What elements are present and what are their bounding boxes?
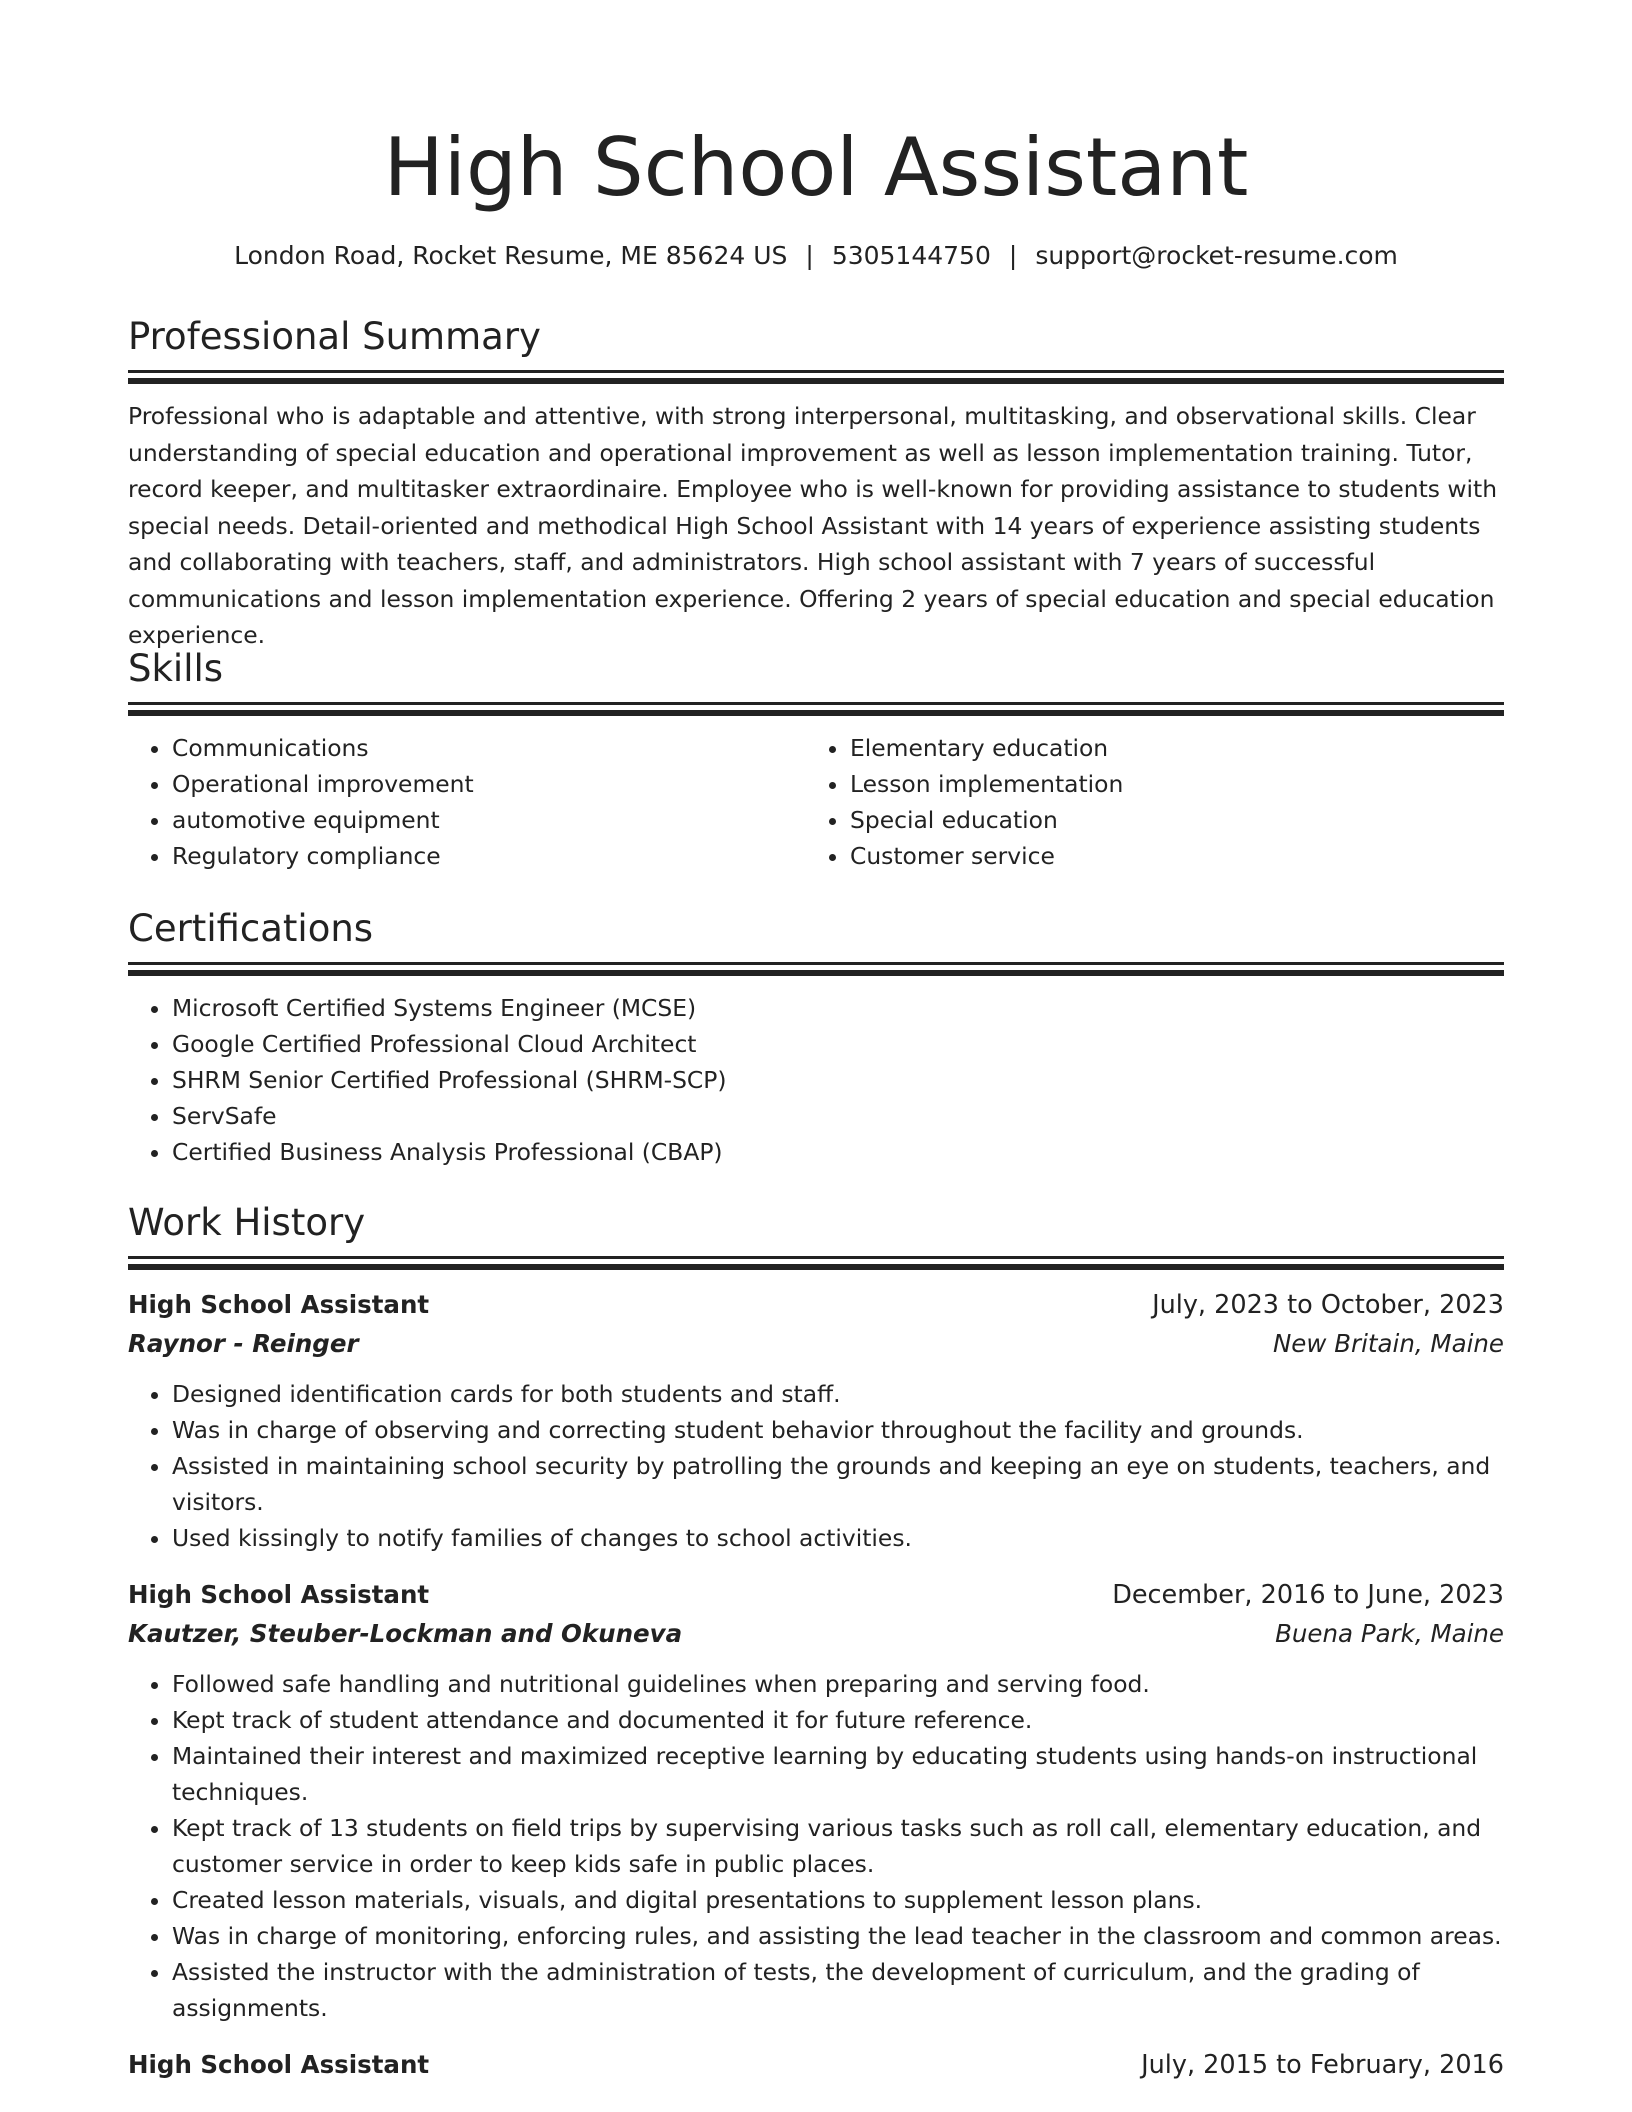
- job-duties-list: [128, 1666, 1504, 2026]
- certifications-heading: Certifications: [128, 907, 374, 950]
- job-title: High School Assistant: [128, 2050, 430, 2079]
- section-rule: [128, 702, 1504, 705]
- skills-grid: [128, 730, 1504, 874]
- section-rule: [128, 1256, 1504, 1259]
- job-duty: • Was in charge of observing and correcting student behavior throughout the facility and grounds.: [172, 1412, 1504, 1448]
- section-rule: [128, 962, 1504, 965]
- job-dates: July, 2015 to February, 2016: [1141, 2050, 1504, 2080]
- summary-section: [128, 312, 1504, 654]
- job-duty: • Followed safe handling and nutritional guidelines when preparing and serving food.: [172, 1666, 1504, 1702]
- skills-column-left: [128, 730, 806, 874]
- certifications-section: [128, 904, 1504, 1170]
- skill-item: • Customer service: [850, 838, 1484, 874]
- contact-address: London Road, Rocket Resume, ME 85624 US: [234, 241, 788, 270]
- certification-item: • Certified Business Analysis Professional (CBAP): [172, 1134, 1504, 1170]
- job-title: High School Assistant: [128, 1580, 430, 1609]
- job-duty: • Maintained their interest and maximized receptive learning by educating students using hands-on instructional techniques.: [172, 1738, 1504, 1810]
- contact-separator: |: [805, 241, 814, 270]
- job-duty: • Kept track of 13 students on field trips by supervising various tasks such as roll call, elementary education, and customer service in order to keep kids safe in public places.: [172, 1810, 1504, 1882]
- job-entry: [128, 2046, 1504, 2084]
- job-title: High School Assistant: [128, 1290, 430, 1319]
- contact-phone: 5305144750: [831, 241, 991, 270]
- job-entry: [128, 1576, 1504, 2026]
- job-duty: • Was in charge of monitoring, enforcing rules, and assisting the lead teacher in the classroom and common areas.: [172, 1918, 1504, 1954]
- job-duty: • Assisted in maintaining school security by patrolling the grounds and keeping an eye on students, teachers, and visitors.: [172, 1448, 1504, 1520]
- skill-item: • automotive equipment: [172, 802, 806, 838]
- job-company-row: [128, 1324, 1504, 1364]
- contact-line: [128, 238, 1504, 274]
- summary-text: Professional who is adaptable and attentive, with strong interpersonal, multitasking, and observational skills. Clear understanding of special education and operational improvement as well as lesson implementation training. Tutor, record keeper, and multitasker extraordinaire. Employee who is well-known for providing assistance to students with special needs. Detail-oriented and methodical High School Assistant with 14 years of experience assisting students and collaborating with teachers, staff, and administrators. High school assistant with 7 years of successful communications and lesson implementation experience. Offering 2 years of special education and special education experience.: [128, 402, 1498, 649]
- work-history-heading: Work History: [128, 1201, 366, 1244]
- contact-separator: |: [1008, 241, 1018, 270]
- job-duty: • Used kissingly to notify families of changes to school activities.: [172, 1520, 1504, 1556]
- job-duty: • Created lesson materials, visuals, and digital presentations to supplement lesson plans.: [172, 1882, 1504, 1918]
- candidate-name: High School Assistant: [383, 121, 1249, 214]
- summary-heading: Professional Summary: [128, 315, 541, 358]
- job-entry: [128, 1286, 1504, 1556]
- job-company-row: [128, 1614, 1504, 1654]
- section-rule-thick: [128, 970, 1504, 976]
- skill-item: • Elementary education: [850, 730, 1484, 766]
- job-company: Kautzer, Steuber-Lockman and Okuneva: [128, 1619, 683, 1648]
- skills-column-right: [806, 730, 1484, 874]
- section-rule-thick: [128, 378, 1504, 384]
- job-header-row: [128, 1286, 1504, 1324]
- job-location: Buena Park, Maine: [1275, 1619, 1504, 1648]
- section-rule: [128, 370, 1504, 373]
- job-header-row: [128, 2046, 1504, 2084]
- skill-item: • Operational improvement: [172, 766, 806, 802]
- job-header-row: [128, 1576, 1504, 1614]
- certification-item: • Microsoft Certified Systems Engineer (MCSE): [172, 990, 1504, 1026]
- contact-email: support@rocket-resume.com: [1035, 241, 1398, 270]
- job-duty: • Designed identification cards for both students and staff.: [172, 1376, 1504, 1412]
- skill-item: • Special education: [850, 802, 1484, 838]
- job-duties-list: [128, 1376, 1504, 1556]
- job-dates: July, 2023 to October, 2023: [1152, 1290, 1504, 1320]
- skills-section: [128, 644, 1504, 874]
- skill-item: • Lesson implementation: [850, 766, 1484, 802]
- certification-item: • Google Certified Professional Cloud Architect: [172, 1026, 1504, 1062]
- skill-item: • Communications: [172, 730, 806, 766]
- work-history-section: [128, 1198, 1504, 2084]
- skill-item: • Regulatory compliance: [172, 838, 806, 874]
- certification-item: • ServSafe: [172, 1098, 1504, 1134]
- section-rule-thick: [128, 1264, 1504, 1270]
- job-duty: • Assisted the instructor with the administration of tests, the development of curriculum, and the grading of assignments.: [172, 1954, 1504, 2026]
- job-company: Raynor - Reinger: [128, 1329, 359, 1358]
- job-duty: • Kept track of student attendance and documented it for future reference.: [172, 1702, 1504, 1738]
- job-dates: December, 2016 to June, 2023: [1112, 1580, 1504, 1610]
- job-location: New Britain, Maine: [1272, 1329, 1504, 1358]
- certifications-list: [128, 990, 1504, 1170]
- certification-item: • SHRM Senior Certified Professional (SHRM-SCP): [172, 1062, 1504, 1098]
- section-rule-thick: [128, 710, 1504, 716]
- skills-heading: Skills: [128, 647, 224, 690]
